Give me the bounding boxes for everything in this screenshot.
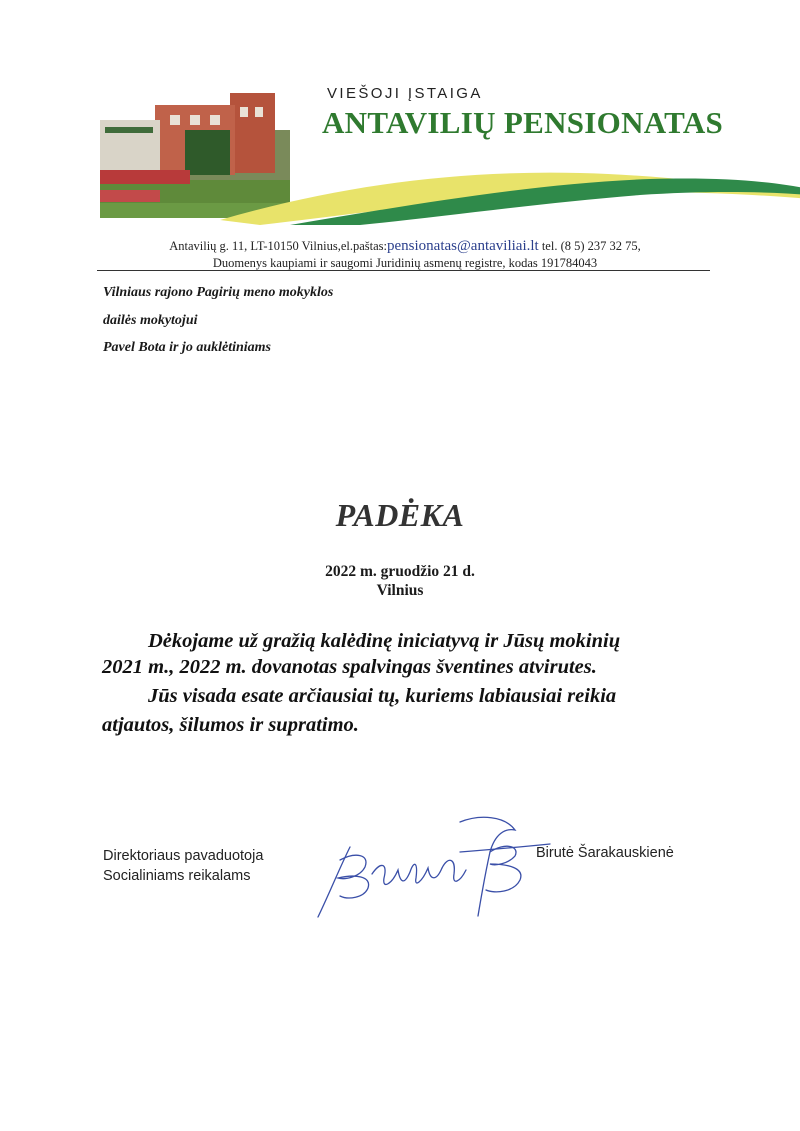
recipient-line-1: Vilniaus rajono Pagirių meno mokyklos	[103, 285, 334, 300]
contact-line-1	[5, 238, 800, 255]
handwritten-signature	[310, 812, 560, 932]
recipient-line-3: Pavel Bota ir jo auklėtiniams	[103, 340, 272, 355]
body-line-1: Dėkojame už gražią kalėdinę iniciatyvą ir Jūsų mokinių	[148, 630, 621, 652]
contact-phone: tel. (8 5) 237 32 75,	[538, 239, 641, 253]
document-city: Vilnius	[376, 582, 424, 599]
signatory-title-line-1: Direktoriaus pavaduotoja	[103, 848, 264, 864]
body-line-2: 2021 m., 2022 m. dovanotas spalvingas šventines atvirutes.	[102, 656, 597, 678]
contact-line-2: Duomenys kaupiami ir saugomi Juridinių asmenų registre, kodas 191784043	[212, 256, 598, 270]
document-date: 2022 m. gruodžio 21 d.	[325, 563, 475, 580]
body-line-3: Jūs visada esate arčiausiai tų, kuriems labiausiai reikia	[148, 685, 617, 707]
letterhead	[100, 75, 724, 225]
signatory-name: Birutė Šarakauskienė	[536, 845, 674, 861]
org-name: ANTAVILIŲ PENSIONATAS	[322, 105, 724, 140]
signatory-title-line-2: Socialiniams reikalams	[103, 868, 251, 884]
body-line-4: atjautos, šilumos ir supratimo.	[102, 714, 359, 736]
contact-address: Antavilių g. 11, LT-10150 Vilnius,el.paštas:	[169, 239, 387, 253]
green-yellow-swoosh	[220, 165, 800, 225]
recipient-line-2: dailės mokytojui	[103, 313, 198, 328]
document-title: PADĖKA	[335, 497, 465, 533]
header-divider	[97, 270, 710, 271]
org-type: VIEŠOJI ĮSTAIGA	[327, 85, 483, 102]
email-link[interactable]: pensionatas@antaviliai.lt	[387, 238, 539, 254]
